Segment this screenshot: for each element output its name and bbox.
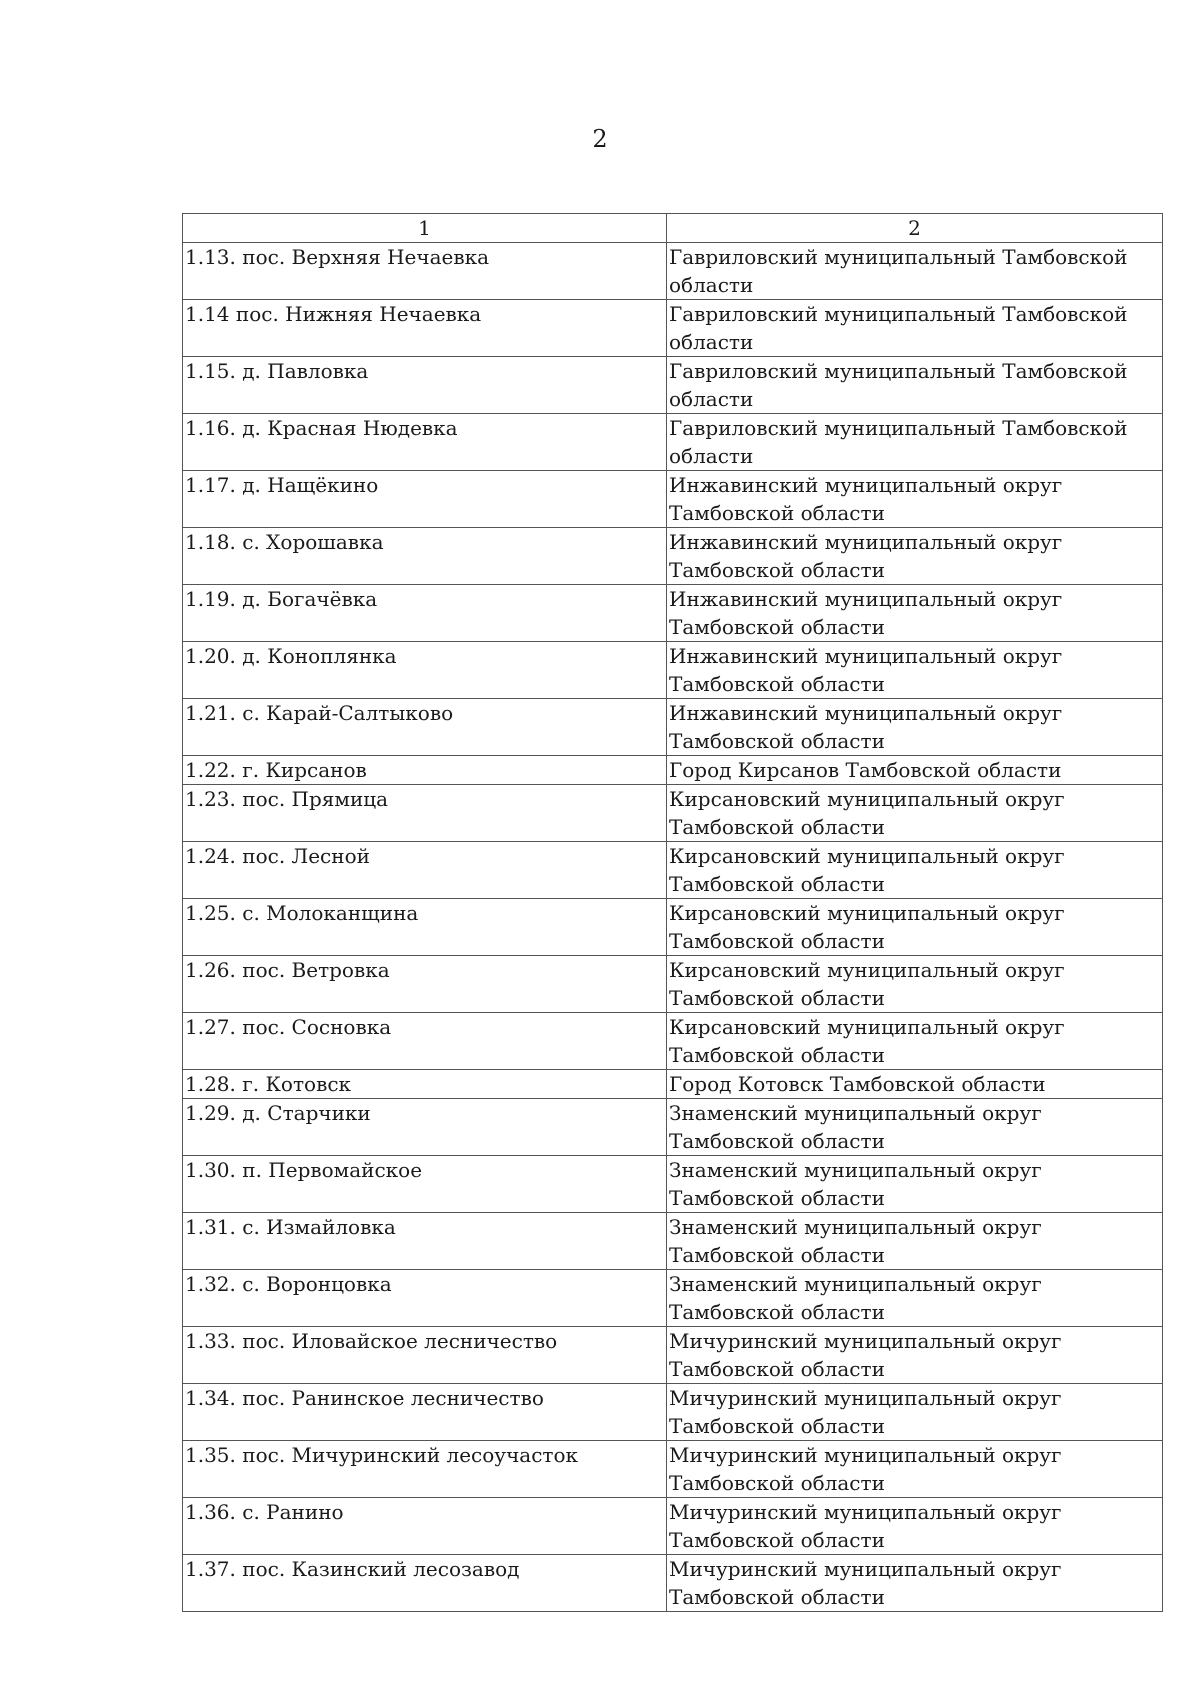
settlement-cell: 1.19. д. Богачёвка [183,585,667,642]
settlement-cell: 1.17. д. Нащёкино [183,471,667,528]
table-row [183,1070,1163,1099]
district-cell: Мичуринский муниципальный округ Тамбовской области [667,1498,1163,1555]
table-row [183,899,1163,956]
table-row [183,243,1163,300]
settlement-cell: 1.32. с. Воронцовка [183,1270,667,1327]
settlement-cell: 1.29. д. Старчики [183,1099,667,1156]
district-cell: Гавриловский муниципальный Тамбовской области [667,243,1163,300]
settlement-cell: 1.23. пос. Прямица [183,785,667,842]
settlement-cell: 1.26. пос. Ветровка [183,956,667,1013]
settlement-cell: 1.20. д. Коноплянка [183,642,667,699]
table-row [183,1327,1163,1384]
district-cell: Инжавинский муниципальный округ Тамбовской области [667,585,1163,642]
district-cell: Город Кирсанов Тамбовской области [667,756,1163,785]
settlement-cell: 1.15. д. Павловка [183,357,667,414]
settlement-cell: 1.34. пос. Ранинское лесничество [183,1384,667,1441]
district-cell: Город Котовск Тамбовской области [667,1070,1163,1099]
settlement-cell: 1.16. д. Красная Нюдевка [183,414,667,471]
settlement-cell: 1.21. с. Карай-Салтыково [183,699,667,756]
table-row [183,1555,1163,1612]
district-cell: Гавриловский муниципальный Тамбовской области [667,357,1163,414]
settlement-cell: 1.28. г. Котовск [183,1070,667,1099]
table-row [183,699,1163,756]
district-cell: Мичуринский муниципальный округ Тамбовской области [667,1384,1163,1441]
table-row [183,1384,1163,1441]
district-cell: Мичуринский муниципальный округ Тамбовской области [667,1441,1163,1498]
table-row [183,1441,1163,1498]
district-cell: Кирсановский муниципальный округ Тамбовской области [667,1013,1163,1070]
settlement-cell: 1.24. пос. Лесной [183,842,667,899]
column-header-2: 2 [667,214,1163,243]
district-cell: Кирсановский муниципальный округ Тамбовской области [667,899,1163,956]
settlement-cell: 1.30. п. Первомайское [183,1156,667,1213]
table-row [183,1156,1163,1213]
district-cell: Инжавинский муниципальный округ Тамбовской области [667,471,1163,528]
settlement-cell: 1.31. с. Измайловка [183,1213,667,1270]
table-row [183,756,1163,785]
district-cell: Кирсановский муниципальный округ Тамбовской области [667,842,1163,899]
table-row [183,1213,1163,1270]
table-row [183,1270,1163,1327]
district-cell: Инжавинский муниципальный округ Тамбовской области [667,642,1163,699]
settlement-cell: 1.18. с. Хорошавка [183,528,667,585]
district-cell: Инжавинский муниципальный округ Тамбовской области [667,699,1163,756]
table-row [183,414,1163,471]
table-row [183,1498,1163,1555]
settlement-cell: 1.13. пос. Верхняя Нечаевка [183,243,667,300]
table-row [183,642,1163,699]
district-cell: Мичуринский муниципальный округ Тамбовской области [667,1327,1163,1384]
settlement-cell: 1.27. пос. Сосновка [183,1013,667,1070]
table-row [183,956,1163,1013]
page-number: 2 [592,125,608,153]
table-row [183,357,1163,414]
settlement-cell: 1.25. с. Молоканщина [183,899,667,956]
district-cell: Знаменский муниципальный округ Тамбовской области [667,1156,1163,1213]
district-cell: Гавриловский муниципальный Тамбовской области [667,414,1163,471]
district-cell: Знаменский муниципальный округ Тамбовской области [667,1213,1163,1270]
settlement-cell: 1.22. г. Кирсанов [183,756,667,785]
settlement-cell: 1.33. пос. Иловайское лесничество [183,1327,667,1384]
district-cell: Гавриловский муниципальный Тамбовской области [667,300,1163,357]
table-row [183,842,1163,899]
district-cell: Знаменский муниципальный округ Тамбовской области [667,1270,1163,1327]
settlements-table [182,213,1163,1612]
district-cell: Знаменский муниципальный округ Тамбовской области [667,1099,1163,1156]
table-row [183,528,1163,585]
settlement-cell: 1.36. с. Ранино [183,1498,667,1555]
table-row [183,1099,1163,1156]
table-row [183,1013,1163,1070]
table-row [183,300,1163,357]
settlement-cell: 1.35. пос. Мичуринский лесоучасток [183,1441,667,1498]
district-cell: Кирсановский муниципальный округ Тамбовской области [667,956,1163,1013]
table-row [183,585,1163,642]
district-cell: Кирсановский муниципальный округ Тамбовской области [667,785,1163,842]
settlement-cell: 1.37. пос. Казинский лесозавод [183,1555,667,1612]
settlement-cell: 1.14 пос. Нижняя Нечаевка [183,300,667,357]
table-row [183,471,1163,528]
table-header-row [183,214,1163,243]
district-cell: Инжавинский муниципальный округ Тамбовской области [667,528,1163,585]
column-header-1: 1 [183,214,667,243]
district-cell: Мичуринский муниципальный округ Тамбовской области [667,1555,1163,1612]
table-row [183,785,1163,842]
